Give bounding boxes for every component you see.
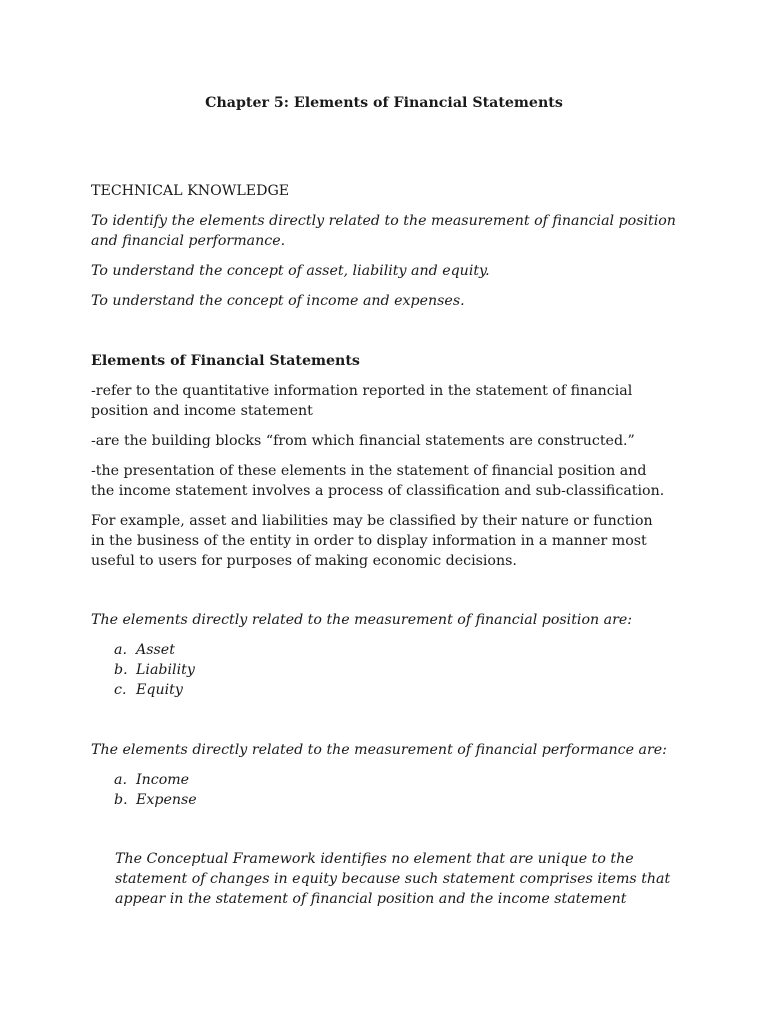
- list-marker: a.: [114, 772, 127, 788]
- objective-3: To understand the concept of income and expenses.: [91, 293, 465, 309]
- list-item-expense: Expense: [136, 792, 197, 808]
- objective-1-line-2: and financial performance.: [91, 233, 286, 249]
- list-item-liability: Liability: [136, 662, 195, 678]
- conceptual-framework-note-line-3: appear in the statement of financial position and the income statement: [115, 891, 627, 907]
- technical-knowledge-heading: TECHNICAL KNOWLEDGE: [91, 183, 290, 199]
- example-line-2: in the business of the entity in order to display information in a manner most: [91, 533, 647, 549]
- list-marker: a.: [114, 642, 127, 658]
- definition-2: -are the building blocks “from which financial statements are constructed.”: [91, 433, 635, 449]
- definition-1-line-1: -refer to the quantitative information reported in the statement of financial: [91, 383, 633, 399]
- financial-performance-intro: The elements directly related to the measurement of financial performance are:: [91, 742, 667, 758]
- example-line-1: For example, asset and liabilities may be classified by their nature or function: [91, 513, 653, 529]
- list-item-asset: Asset: [136, 642, 175, 658]
- definition-1-line-2: position and income statement: [91, 403, 313, 419]
- conceptual-framework-note-line-1: The Conceptual Framework identifies no element that are unique to the: [115, 851, 634, 867]
- example-line-3: useful to users for purposes of making economic decisions.: [91, 553, 517, 569]
- definition-3-line-2: the income statement involves a process of classification and sub-classification.: [91, 483, 665, 499]
- list-item-income: Income: [136, 772, 190, 788]
- list-item-equity: Equity: [136, 682, 183, 698]
- page-title: Chapter 5: Elements of Financial Statements: [205, 95, 563, 111]
- list-marker: b.: [114, 792, 128, 808]
- elements-heading: Elements of Financial Statements: [91, 353, 360, 369]
- objective-1-line-1: To identify the elements directly related to the measurement of financial position: [91, 213, 676, 229]
- conceptual-framework-note-line-2: statement of changes in equity because such statement comprises items that: [115, 871, 671, 887]
- list-marker: c.: [114, 682, 127, 698]
- financial-position-intro: The elements directly related to the measurement of financial position are:: [91, 612, 633, 628]
- list-marker: b.: [114, 662, 128, 678]
- definition-3-line-1: -the presentation of these elements in the statement of financial position and: [91, 463, 647, 479]
- objective-2: To understand the concept of asset, liability and equity.: [91, 263, 490, 279]
